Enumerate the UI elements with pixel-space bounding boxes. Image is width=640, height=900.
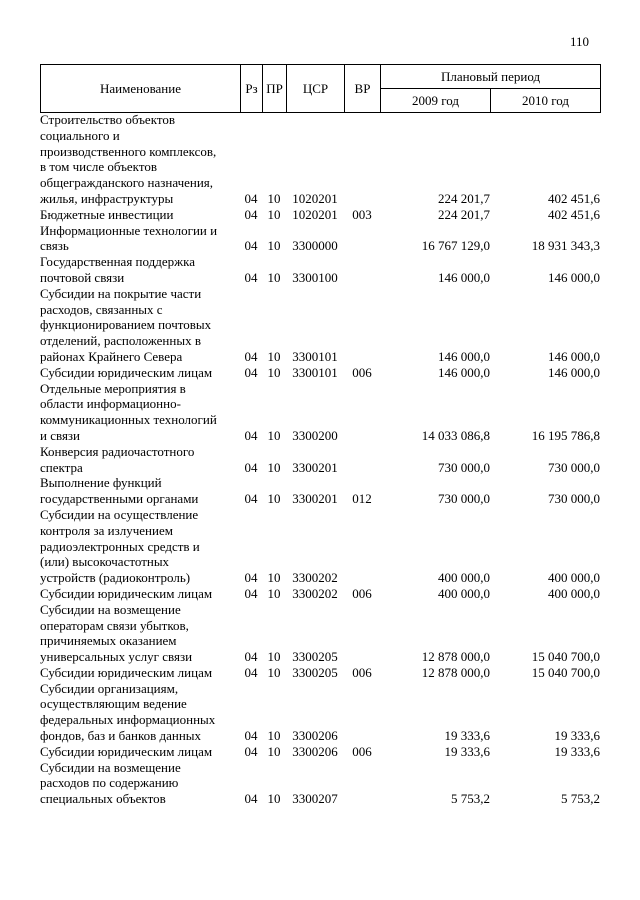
table-row bbox=[40, 207, 600, 223]
table-row bbox=[40, 681, 600, 744]
row-name: Строительство объектов социального и производственного комплексов, в том числе объектов общегражданского назначения, жилья, инфраструктуры bbox=[40, 112, 217, 206]
row-value-2010: 16 195 786,8 bbox=[531, 427, 600, 443]
row-csr: 3300205 bbox=[292, 649, 338, 665]
row-vr bbox=[344, 760, 380, 807]
row-csr: 1020201 bbox=[292, 206, 338, 222]
row-pr: 10 bbox=[267, 585, 281, 601]
row-value-2010: 5 753,2 bbox=[561, 791, 600, 807]
row-rz: 04 bbox=[244, 728, 258, 744]
row-value-2010: 15 040 700,0 bbox=[531, 649, 600, 665]
row-rz: 04 bbox=[244, 348, 258, 364]
row-name: Государственная поддержка почтовой связи bbox=[40, 254, 196, 285]
table-row bbox=[40, 286, 600, 365]
row-csr: 3300206 bbox=[292, 743, 338, 759]
table-row bbox=[40, 475, 600, 507]
row-csr: 3300206 bbox=[292, 728, 338, 744]
row-pr: 10 bbox=[267, 728, 281, 744]
row-value-2009: 14 033 086,8 bbox=[421, 427, 490, 443]
row-vr bbox=[344, 681, 380, 744]
row-value-2009: 146 000,0 bbox=[438, 269, 490, 285]
header-period: Плановый период bbox=[381, 65, 601, 89]
row-name: Субсидии организациям, осуществляющим ведение федеральных информационных фондов, баз и банков данных bbox=[40, 680, 216, 744]
row-csr: 3300100 bbox=[292, 269, 338, 285]
row-value-2009: 19 333,6 bbox=[444, 743, 490, 759]
row-value-2009: 12 878 000,0 bbox=[421, 649, 490, 665]
row-rz: 04 bbox=[244, 269, 258, 285]
row-name: Субсидии на возмещение расходов по содержанию специальных объектов bbox=[40, 759, 181, 807]
table-row bbox=[40, 254, 600, 286]
row-pr: 10 bbox=[267, 206, 281, 222]
row-name: Субсидии юридическим лицам bbox=[40, 743, 213, 759]
row-csr: 3300207 bbox=[292, 791, 338, 807]
row-rz: 04 bbox=[244, 206, 258, 222]
header-rz: Рз bbox=[241, 65, 263, 113]
row-rz: 04 bbox=[244, 190, 258, 206]
page-number: 110 bbox=[570, 34, 590, 49]
row-rz: 04 bbox=[244, 664, 258, 680]
header-csr: ЦСР bbox=[287, 65, 345, 113]
row-vr bbox=[344, 444, 380, 476]
row-rz: 04 bbox=[244, 459, 258, 475]
row-vr bbox=[344, 286, 380, 365]
header-vr: ВР bbox=[345, 65, 381, 113]
row-vr bbox=[344, 507, 380, 586]
header-pr: ПР bbox=[263, 65, 287, 113]
row-value-2009: 224 201,7 bbox=[438, 206, 490, 222]
row-vr bbox=[344, 254, 380, 286]
row-value-2009: 146 000,0 bbox=[438, 348, 490, 364]
row-pr: 10 bbox=[267, 743, 281, 759]
row-csr: 3300200 bbox=[292, 427, 338, 443]
row-pr: 10 bbox=[267, 491, 281, 507]
row-csr: 3300101 bbox=[292, 364, 338, 380]
row-value-2010: 400 000,0 bbox=[548, 585, 600, 601]
row-csr: 3300101 bbox=[292, 348, 338, 364]
row-rz: 04 bbox=[244, 585, 258, 601]
row-pr: 10 bbox=[267, 570, 281, 586]
row-csr: 3300201 bbox=[292, 459, 338, 475]
row-value-2010: 730 000,0 bbox=[548, 491, 600, 507]
row-name: Отдельные мероприятия в области информационно- коммуникационных технологий и связи bbox=[40, 380, 217, 443]
row-value-2009: 224 201,7 bbox=[438, 190, 490, 206]
row-name: Выполнение функций государственными органами bbox=[40, 475, 199, 507]
table-row bbox=[40, 507, 600, 586]
row-pr: 10 bbox=[267, 427, 281, 443]
row-pr: 10 bbox=[267, 190, 281, 206]
row-csr: 3300201 bbox=[292, 491, 338, 507]
row-value-2010: 15 040 700,0 bbox=[531, 664, 600, 680]
row-csr: 3300000 bbox=[292, 238, 338, 254]
row-name: Субсидии юридическим лицам bbox=[40, 585, 213, 601]
table-row bbox=[40, 365, 600, 381]
row-csr: 3300202 bbox=[292, 585, 338, 601]
row-vr: 012 bbox=[352, 491, 372, 507]
row-name: Субсидии на покрытие части расходов, связанных с функционированием почтовых отделений, расположенных в районах Крайнего Севера bbox=[40, 285, 212, 364]
row-vr bbox=[344, 381, 380, 444]
row-rz: 04 bbox=[244, 743, 258, 759]
header-name: Наименование bbox=[41, 65, 241, 113]
row-value-2010: 400 000,0 bbox=[548, 570, 600, 586]
row-value-2009: 730 000,0 bbox=[438, 491, 490, 507]
row-name: Информационные технологии и связь bbox=[40, 222, 218, 254]
row-pr: 10 bbox=[267, 364, 281, 380]
row-csr: 1020201 bbox=[292, 190, 338, 206]
row-value-2010: 18 931 343,3 bbox=[531, 238, 600, 254]
budget-table bbox=[40, 112, 600, 807]
table-row bbox=[40, 760, 600, 807]
row-vr: 006 bbox=[352, 743, 372, 759]
row-value-2009: 730 000,0 bbox=[438, 459, 490, 475]
row-pr: 10 bbox=[267, 348, 281, 364]
row-name: Конверсия радиочастотного спектра bbox=[40, 443, 195, 475]
row-value-2009: 5 753,2 bbox=[451, 791, 490, 807]
row-vr: 006 bbox=[352, 664, 372, 680]
row-value-2010: 402 451,6 bbox=[548, 190, 600, 206]
table-row bbox=[40, 744, 600, 760]
row-rz: 04 bbox=[244, 791, 258, 807]
row-pr: 10 bbox=[267, 269, 281, 285]
row-name: Субсидии юридическим лицам bbox=[40, 664, 213, 680]
row-value-2009: 12 878 000,0 bbox=[421, 664, 490, 680]
table-row bbox=[40, 586, 600, 602]
table-row bbox=[40, 665, 600, 681]
table-row bbox=[40, 112, 600, 207]
table-row bbox=[40, 444, 600, 476]
table-row bbox=[40, 602, 600, 665]
row-name: Субсидии юридическим лицам bbox=[40, 364, 213, 380]
row-vr: 003 bbox=[352, 206, 372, 222]
row-value-2010: 146 000,0 bbox=[548, 364, 600, 380]
row-name: Бюджетные инвестиции bbox=[40, 206, 174, 222]
row-value-2010: 146 000,0 bbox=[548, 269, 600, 285]
row-csr: 3300202 bbox=[292, 570, 338, 586]
header-year-2010: 2010 год bbox=[491, 89, 601, 113]
row-value-2010: 730 000,0 bbox=[548, 459, 600, 475]
row-value-2010: 19 333,6 bbox=[554, 728, 600, 744]
row-vr bbox=[344, 602, 380, 665]
row-value-2009: 19 333,6 bbox=[444, 728, 490, 744]
row-value-2010: 19 333,6 bbox=[554, 743, 600, 759]
row-name: Субсидии на возмещение операторам связи убытков, причиняемых оказанием универсальных услуг связи bbox=[40, 601, 193, 665]
row-pr: 10 bbox=[267, 649, 281, 665]
row-rz: 04 bbox=[244, 427, 258, 443]
row-vr bbox=[344, 223, 380, 255]
row-value-2009: 16 767 129,0 bbox=[421, 238, 490, 254]
row-pr: 10 bbox=[267, 664, 281, 680]
row-rz: 04 bbox=[244, 238, 258, 254]
row-pr: 10 bbox=[267, 459, 281, 475]
header-year-2009: 2009 год bbox=[381, 89, 491, 113]
row-vr: 006 bbox=[352, 585, 372, 601]
table-row bbox=[40, 223, 600, 255]
table-header bbox=[40, 64, 601, 113]
row-name: Субсидии на осуществление контроля за излучением радиоэлектронных средств и (или) высокочастотных устройств (радиоконтроль) bbox=[40, 506, 200, 586]
row-value-2009: 146 000,0 bbox=[438, 364, 490, 380]
row-value-2009: 400 000,0 bbox=[438, 570, 490, 586]
row-value-2010: 402 451,6 bbox=[548, 206, 600, 222]
row-pr: 10 bbox=[267, 791, 281, 807]
row-vr bbox=[344, 112, 380, 207]
table-row bbox=[40, 381, 600, 444]
row-rz: 04 bbox=[244, 491, 258, 507]
row-rz: 04 bbox=[244, 364, 258, 380]
row-vr: 006 bbox=[352, 364, 372, 380]
row-value-2010: 146 000,0 bbox=[548, 348, 600, 364]
row-value-2009: 400 000,0 bbox=[438, 585, 490, 601]
row-rz: 04 bbox=[244, 649, 258, 665]
row-csr: 3300205 bbox=[292, 664, 338, 680]
row-rz: 04 bbox=[244, 570, 258, 586]
row-pr: 10 bbox=[267, 238, 281, 254]
